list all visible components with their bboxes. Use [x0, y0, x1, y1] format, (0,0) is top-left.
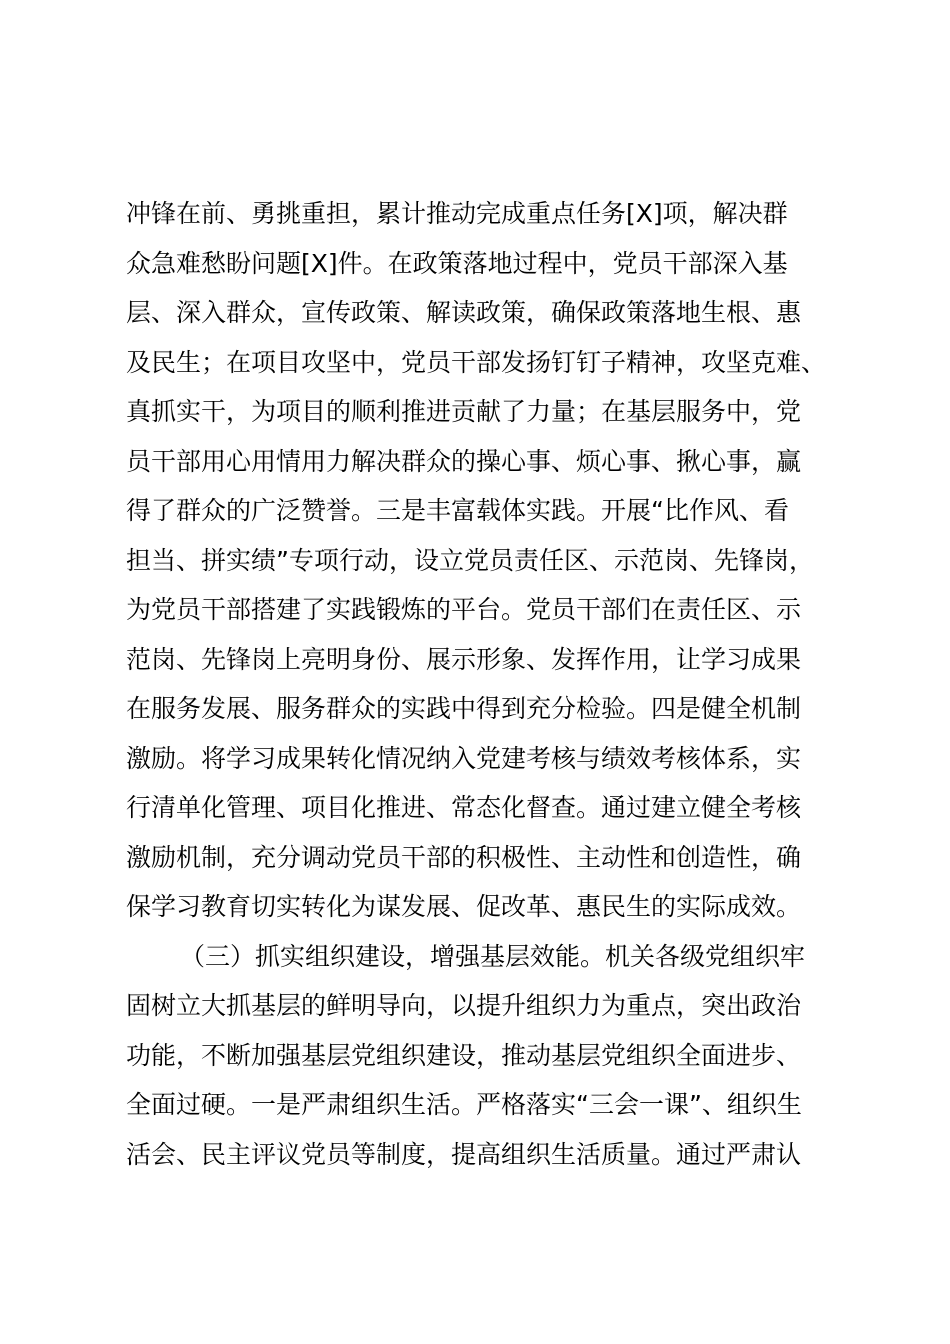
text-line: 及民生；在项目攻坚中，党员干部发扬钉钉子精神，攻坚克难、 [126, 347, 827, 377]
text-line: 真抓实干，为项目的顺利推进贡献了力量；在基层服务中，党 [126, 397, 802, 426]
text-line: 保学习教育切实转化为谋发展、促改革、惠民生的实际成效。 [126, 892, 802, 921]
text-line: 担当、拼实绩”专项行动，设立党员责任区、示范岗、先锋岗， [126, 545, 814, 575]
text-line: 功能，不断加强基层党组织建设，推动基层党组织全面进步、 [126, 1040, 802, 1070]
text-line: 范岗、先锋岗上亮明身份、展示形象、发挥作用，让学习成果 [126, 644, 802, 674]
body-text [126, 189, 826, 1179]
text-line: 激励机制，充分调动党员干部的积极性、主动性和创造性，确 [126, 842, 802, 872]
text-line: 冲锋在前、勇挑重担，累计推动完成重点任务[X]项，解决群 [126, 199, 788, 228]
text-line: 在服务发展、服务群众的实践中得到充分检验。四是健全机制 [126, 694, 802, 723]
paragraph-heading-line: （三）抓实组织建设，增强基层效能。机关各级党组织牢 [180, 941, 806, 971]
text-line: 固树立大抓基层的鲜明导向，以提升组织力为重点，突出政治 [126, 991, 802, 1020]
text-line: 层、深入群众，宣传政策、解读政策，确保政策落地生根、惠 [126, 298, 802, 327]
text-line: 得了群众的广泛赞誉。三是丰富载体实践。开展“比作风、看 [126, 496, 789, 525]
text-line: 行清单化管理、项目化推进、常态化督查。通过建立健全考核 [126, 793, 802, 822]
text-line: 众急难愁盼问题[X]件。在政策落地过程中，党员干部深入基 [126, 248, 788, 278]
text-line: 激励。将学习成果转化情况纳入党建考核与绩效考核体系，实 [126, 743, 802, 773]
text-line: 为党员干部搭建了实践锻炼的平台。党员干部们在责任区、示 [126, 595, 802, 624]
text-line: 全面过硬。一是严肃组织生活。严格落实“三会一课”、组织生 [126, 1090, 802, 1119]
text-line: 活会、民主评议党员等制度，提高组织生活质量。通过严肃认 [126, 1139, 802, 1169]
text-line: 员干部用心用情用力解决群众的操心事、烦心事、揪心事，赢 [126, 446, 802, 476]
